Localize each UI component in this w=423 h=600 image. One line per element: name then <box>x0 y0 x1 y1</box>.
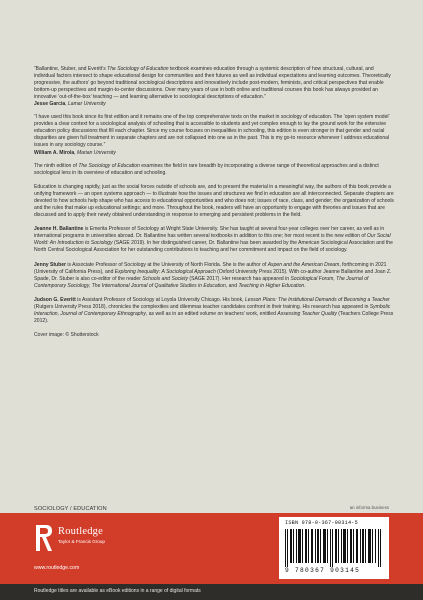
description-paragraph: The ninth edition of The Sociology of Education examines the field in rare breadth by incorporating a diverse range of theoretical approaches and a distinct sociological lens in its overview of education and schooling. <box>34 162 379 176</box>
subject-category: SOCIOLOGY / EDUCATION <box>34 506 107 512</box>
cover-credit: Cover image: © Shutterstock <box>34 332 99 339</box>
description-paragraph: Education is changing rapidly, just as the social forces outside of schools are, and to present the material in a meaningful way, the authors of this book provide a unifying framework — an open systems approach — to illustrate how the issues and structures we find in education are all interconnected. Separate chapters are devoted to how schools help shape who has access to educational opportunities and who does not; issues of race, class, and gender; the organization of schools and the rules that make up educational settings; and more. Throughout the book, readers will have an opportunity to engage with theories and issues that are discussed and to apply their newly obtained understanding in response to emerging and persistent problems in the field. <box>34 183 394 219</box>
author-bio: Jeanne H. Ballantine is Emerita Professor of Sociology at Wright State University. She has taught at several four-year colleges over her career, as well as in international programs in universities abroad. Dr. Ballantine has written several textbooks in addition to this one; her most recent is the new edition of Our Social World: An Introduction to Sociology (SAGE 2019). In her distinguished career, Dr. Ballantine has been awarded by the American Sociological Association and the North Central Sociological Association for her outstanding contributions to teaching and her commitment and impact on the field of sociology. <box>34 226 393 254</box>
routledge-mark-icon <box>34 523 54 553</box>
review-attribution: Jesse Garcia, Lamar University <box>34 101 106 108</box>
isbn-barcode-panel <box>279 517 389 579</box>
author-bio: Judson G. Everitt is Assistant Professor of Sociology at Loyola University Chicago. His book, Lesson Plans: The Institutional Demands of Becoming a Teacher (Rutgers University Press 2018), chronicles the complexities and dilemmas teacher candidates confront in their training. His research has appeared in Symbolic Interaction, Journal of Contemporary Ethnography, as well as in an edited volume on teachers’ work, entitled Assessing Teacher Quality (Teachers College Press 2012). <box>34 297 394 325</box>
publisher-url[interactable]: www.routledge.com <box>34 565 80 571</box>
informa-tagline: an informa business <box>349 505 389 510</box>
barcode-icon <box>285 529 383 567</box>
back-cover-text <box>34 66 394 347</box>
author-bio: Jenny Stuber is Associate Professor of Sociology at the University of North Florida. She is the author of Aspen and the American Dream, forthcoming in 2021 (University of California Press), and Exploring Inequality: A Sociological Approach (Oxford University Press 2015). With co-author Jeanne Ballantine and Joan Z. Spade, Dr. Stuber is also co-editor of the reader Schools and Society (SAGE 2017). Her research has appeared in Sociological Forum, The Journal of Contemporary Sociology, The International Journal of Qualitative Studies in Education, and Teaching in Higher Education. <box>34 261 392 289</box>
footer-note: Routledge titles are available as eBook editions in a range of digital formats <box>34 588 201 594</box>
review-quote: “I have used this book since its first edition and it remains one of the top comprehensive texts on the market in sociology of education. The ‘open system model’ provides a clear context for a sociological analysis of schooling that is accessible to students and yet complex enough to lay the ground work for the extensive education policy discussions that fill each chapter. Since my course focuses on inequalities in schooling, this edition is even stronger in that gender and racial disparities are given full treatment in separate chapters and are not collapsed into one as in the past. This is my go-to resource whenever I address educational issues in any sociology course.” <box>34 114 390 149</box>
review-attribution: William A. Mirola, Marian University <box>34 149 116 156</box>
review-quote: “Ballantine, Stuber, and Everitt’s The Sociology of Education textbook examines education through a systemic description of how structural, cultural, and individual factors intersect to shape educational design for communities and their futures as well as individual expectations and learning outcomes. Theoretically progressive, the authors’ go beyond traditional sociological descriptions and innovatively include post-modern, feminists, and critical perspectives that enable bottom-up perspectives and margin-to-center discussions. Over many years of use in both online and traditional courses this book has always provided an innovative ‘out-of-the-box’ teaching — and learning alternative to sociological descriptions of education.” <box>34 66 391 101</box>
barcode-number: 9 780367 903145 <box>285 567 361 574</box>
routledge-logo <box>34 523 124 557</box>
isbn-label: ISBN 978-0-367-90314-5 <box>285 520 358 526</box>
publisher-name: Routledge <box>58 526 103 537</box>
publisher-group: Taylor & Francis Group <box>58 539 105 544</box>
